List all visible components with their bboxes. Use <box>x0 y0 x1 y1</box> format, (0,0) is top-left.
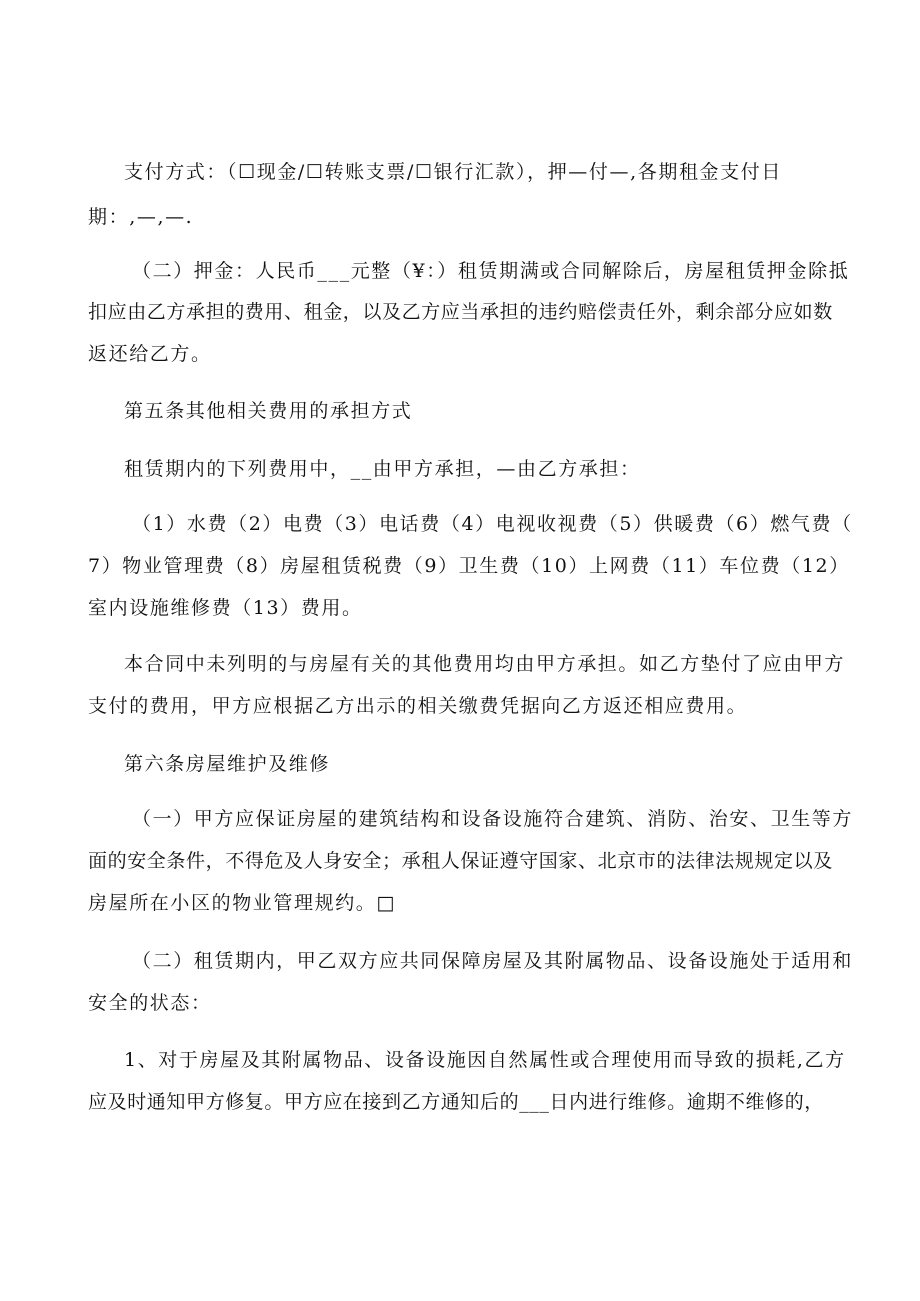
fee-list-line-3: 室内设施维修费（13）费用。 <box>88 597 363 619</box>
maintenance-clause-2-line-1: （二）租赁期内，甲乙双方应共同保障房屋及其附属物品、设备设施处于适用和 <box>132 950 854 972</box>
fee-allocation-line: 租赁期内的下列费用中，__由甲方承担，—由乙方承担： <box>124 458 641 480</box>
fee-list-line-2: 7）物业管理费（8）房屋租赁税费（9）卫生费（10）上网费（11）车位费（12） <box>88 555 850 577</box>
payment-method-line: 支付方式：（☐现金/☐转账支票/☐银行汇款），押—付—,各期租金支付日 <box>124 161 782 183</box>
deposit-clause-line-3: 返还给乙方。 <box>88 343 212 365</box>
deposit-clause-line-2: 扣应由乙方承担的费用、租金，以及乙方应当承担的违约赔偿责任外，剩余部分应如数 <box>88 301 833 323</box>
maintenance-clause-2-line-2: 安全的状态： <box>88 992 212 1014</box>
unlisted-fees-line-1: 本合同中未列明的与房屋有关的其他费用均由甲方承担。如乙方垫付了应由甲方 <box>124 653 846 675</box>
maintenance-clause-1-line-2: 面的安全条件，不得危及人身安全；承租人保证遵守国家、北京市的法律法规规定以及 <box>88 850 833 872</box>
repair-item-1-line-2: 应及时通知甲方修复。甲方应在接到乙方通知后的___日内进行维修。逾期不维修的， <box>88 1091 824 1113</box>
deposit-clause-line-1: （二）押金：人民币___元整（¥：）租赁期满或合同解除后，房屋租赁押金除抵 <box>132 260 850 282</box>
maintenance-clause-1-line-3: 房屋所在小区的物业管理规约。□ <box>88 892 396 914</box>
repair-item-1-line-1: 1、对于房屋及其附属物品、设备设施因自然属性或合理使用而导致的损耗,乙方 <box>124 1049 846 1071</box>
maintenance-clause-1-line-1: （一）甲方应保证房屋的建筑结构和设备设施符合建筑、消防、治安、卫生等方 <box>132 808 854 830</box>
fee-list-line-1: （1）水费（2）电费（3）电话费（4）电视收视费（5）供暖费（6）燃气费（ <box>132 513 853 535</box>
article-six-heading: 第六条房屋维护及维修 <box>124 753 331 775</box>
article-five-heading: 第五条其他相关费用的承担方式 <box>124 400 413 422</box>
payment-date-line: 期：,—,—. <box>88 206 194 228</box>
unlisted-fees-line-2: 支付的费用，甲方应根据乙方出示的相关缴费凭据向乙方返还相应费用。 <box>88 695 748 717</box>
